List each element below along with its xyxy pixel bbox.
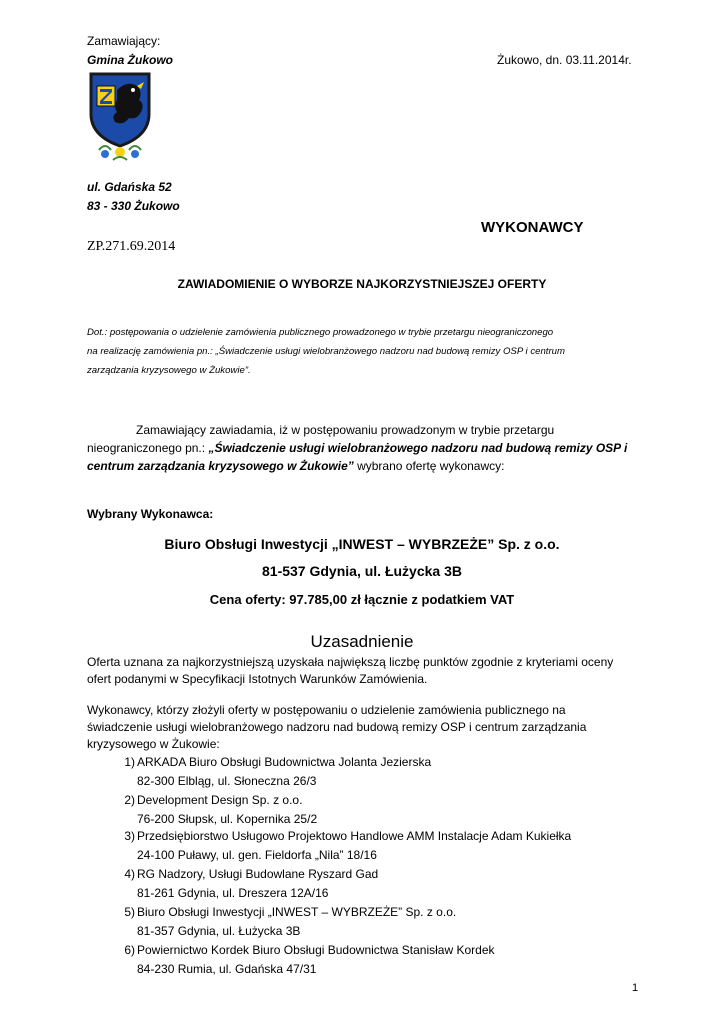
contractors-intro-line: świadczenie usługi wielobranżowego nadzoru nad budową remizy OSP i centrum zarządzania: [87, 720, 587, 734]
notice-line-3: [87, 459, 504, 473]
contractor-name: Przedsiębiorstwo Usługowo Projektowo Handlowe AMM Instalacje Adam Kukiełka: [137, 829, 572, 843]
address-street: ul. Gdańska 52: [87, 180, 172, 194]
selected-contractor-address: 81-537 Gdynia, ul. Łużycka 3B: [262, 563, 462, 579]
contract-name: „Świadczenie usługi wielobranżowego nadzoru nad budową remizy OSP i: [208, 441, 628, 455]
list-number: 1): [124, 755, 135, 769]
list-number: 5): [124, 905, 135, 919]
contractors-intro-line: kryzysowego w Żukowie:: [87, 737, 220, 751]
contract-name: centrum zarządzania kryzysowego w Żukowie”: [87, 459, 354, 473]
contractor-name: Biuro Obsługi Inwestycji „INWEST – WYBRZEŻE” Sp. z o.o.: [137, 905, 457, 919]
notice-text: wybrano ofertę wykonawcy:: [353, 459, 505, 473]
list-number: 3): [124, 829, 135, 843]
selected-contractor-name: Biuro Obsługi Inwestycji „INWEST – WYBRZEŻE” Sp. z o.o.: [164, 536, 560, 552]
contractor-name: ARKADA Biuro Obsługi Budownictwa Jolanta Jezierska: [137, 755, 432, 769]
list-number: 4): [124, 867, 135, 881]
contractor-address: 81-261 Gdynia, ul. Dreszera 12A/16: [137, 886, 329, 900]
subject-line: zarządzania kryzysowego w Żukowie”.: [87, 365, 251, 376]
contracting-authority-label: Zamawiający:: [87, 34, 161, 48]
coat-of-arms-logo: [87, 70, 153, 166]
contractor-name: Powiernictwo Kordek Biuro Obsługi Budownictwa Stanisław Kordek: [137, 943, 495, 957]
address-postal: 83 - 330 Żukowo: [87, 199, 180, 213]
justification-line: ofert podanymi w Specyfikacji Istotnych Warunków Zamówienia.: [87, 672, 428, 686]
reference-number: ZP.271.69.2014: [87, 239, 176, 254]
subject-line: na realizację zamówienia pn.: „Świadczenie usługi wielobranżowego nadzoru nad budową remizy OSP i centrum: [87, 346, 565, 357]
contractor-name: RG Nadzory, Usługi Budowlane Ryszard Gad: [137, 867, 379, 881]
contractors-intro-line: Wykonawcy, którzy złożyli oferty w postępowaniu o udzielenie zamówienia publicznego na: [87, 703, 566, 717]
contractor-address: 82-300 Elbląg, ul. Słoneczna 26/3: [137, 774, 317, 788]
subject-paragraph: [87, 323, 638, 380]
contractor-address: 84-230 Rumia, ul. Gdańska 47/31: [137, 962, 317, 976]
contractor-address: 81-357 Gdynia, ul. Łużycka 3B: [137, 924, 301, 938]
contractor-address: 24-100 Puławy, ul. gen. Fieldorfa „Nila” 18/16: [137, 848, 377, 862]
notice-text: nieograniczonego pn.:: [87, 441, 209, 455]
contractor-address: 76-200 Słupsk, ul. Kopernika 25/2: [137, 812, 318, 826]
recipient-heading: WYKONAWCY: [481, 219, 584, 236]
document-title: ZAWIADOMIENIE O WYBORZE NAJKORZYSTNIEJSZEJ OFERTY: [177, 277, 547, 291]
subject-line: Dot.: postępowania o udzielenie zamówienia publicznego prowadzonego w trybie przetargu nieograniczonego: [87, 327, 554, 338]
selected-contractor-label: Wybrany Wykonawca:: [87, 507, 214, 521]
page-number: 1: [632, 982, 639, 994]
justification-heading: Uzasadnienie: [310, 632, 414, 651]
contracting-authority-name: Gmina Żukowo: [87, 53, 174, 67]
notice-line-1: Zamawiający zawiadamia, iż w postępowaniu prowadzonym w trybie przetargu: [136, 423, 555, 437]
justification-line: Oferta uznana za najkorzystniejszą uzyskała największą liczbę punktów zgodnie z kryteriami oceny: [87, 655, 614, 669]
contractor-name: Development Design Sp. z o.o.: [137, 793, 303, 807]
notice-line-2: [87, 441, 627, 455]
list-number: 2): [124, 793, 135, 807]
offer-price: Cena oferty: 97.785,00 zł łącznie z podatkiem VAT: [209, 592, 515, 607]
place-and-date: Żukowo, dn. 03.11.2014r.: [497, 53, 632, 67]
list-number: 6): [124, 943, 135, 957]
